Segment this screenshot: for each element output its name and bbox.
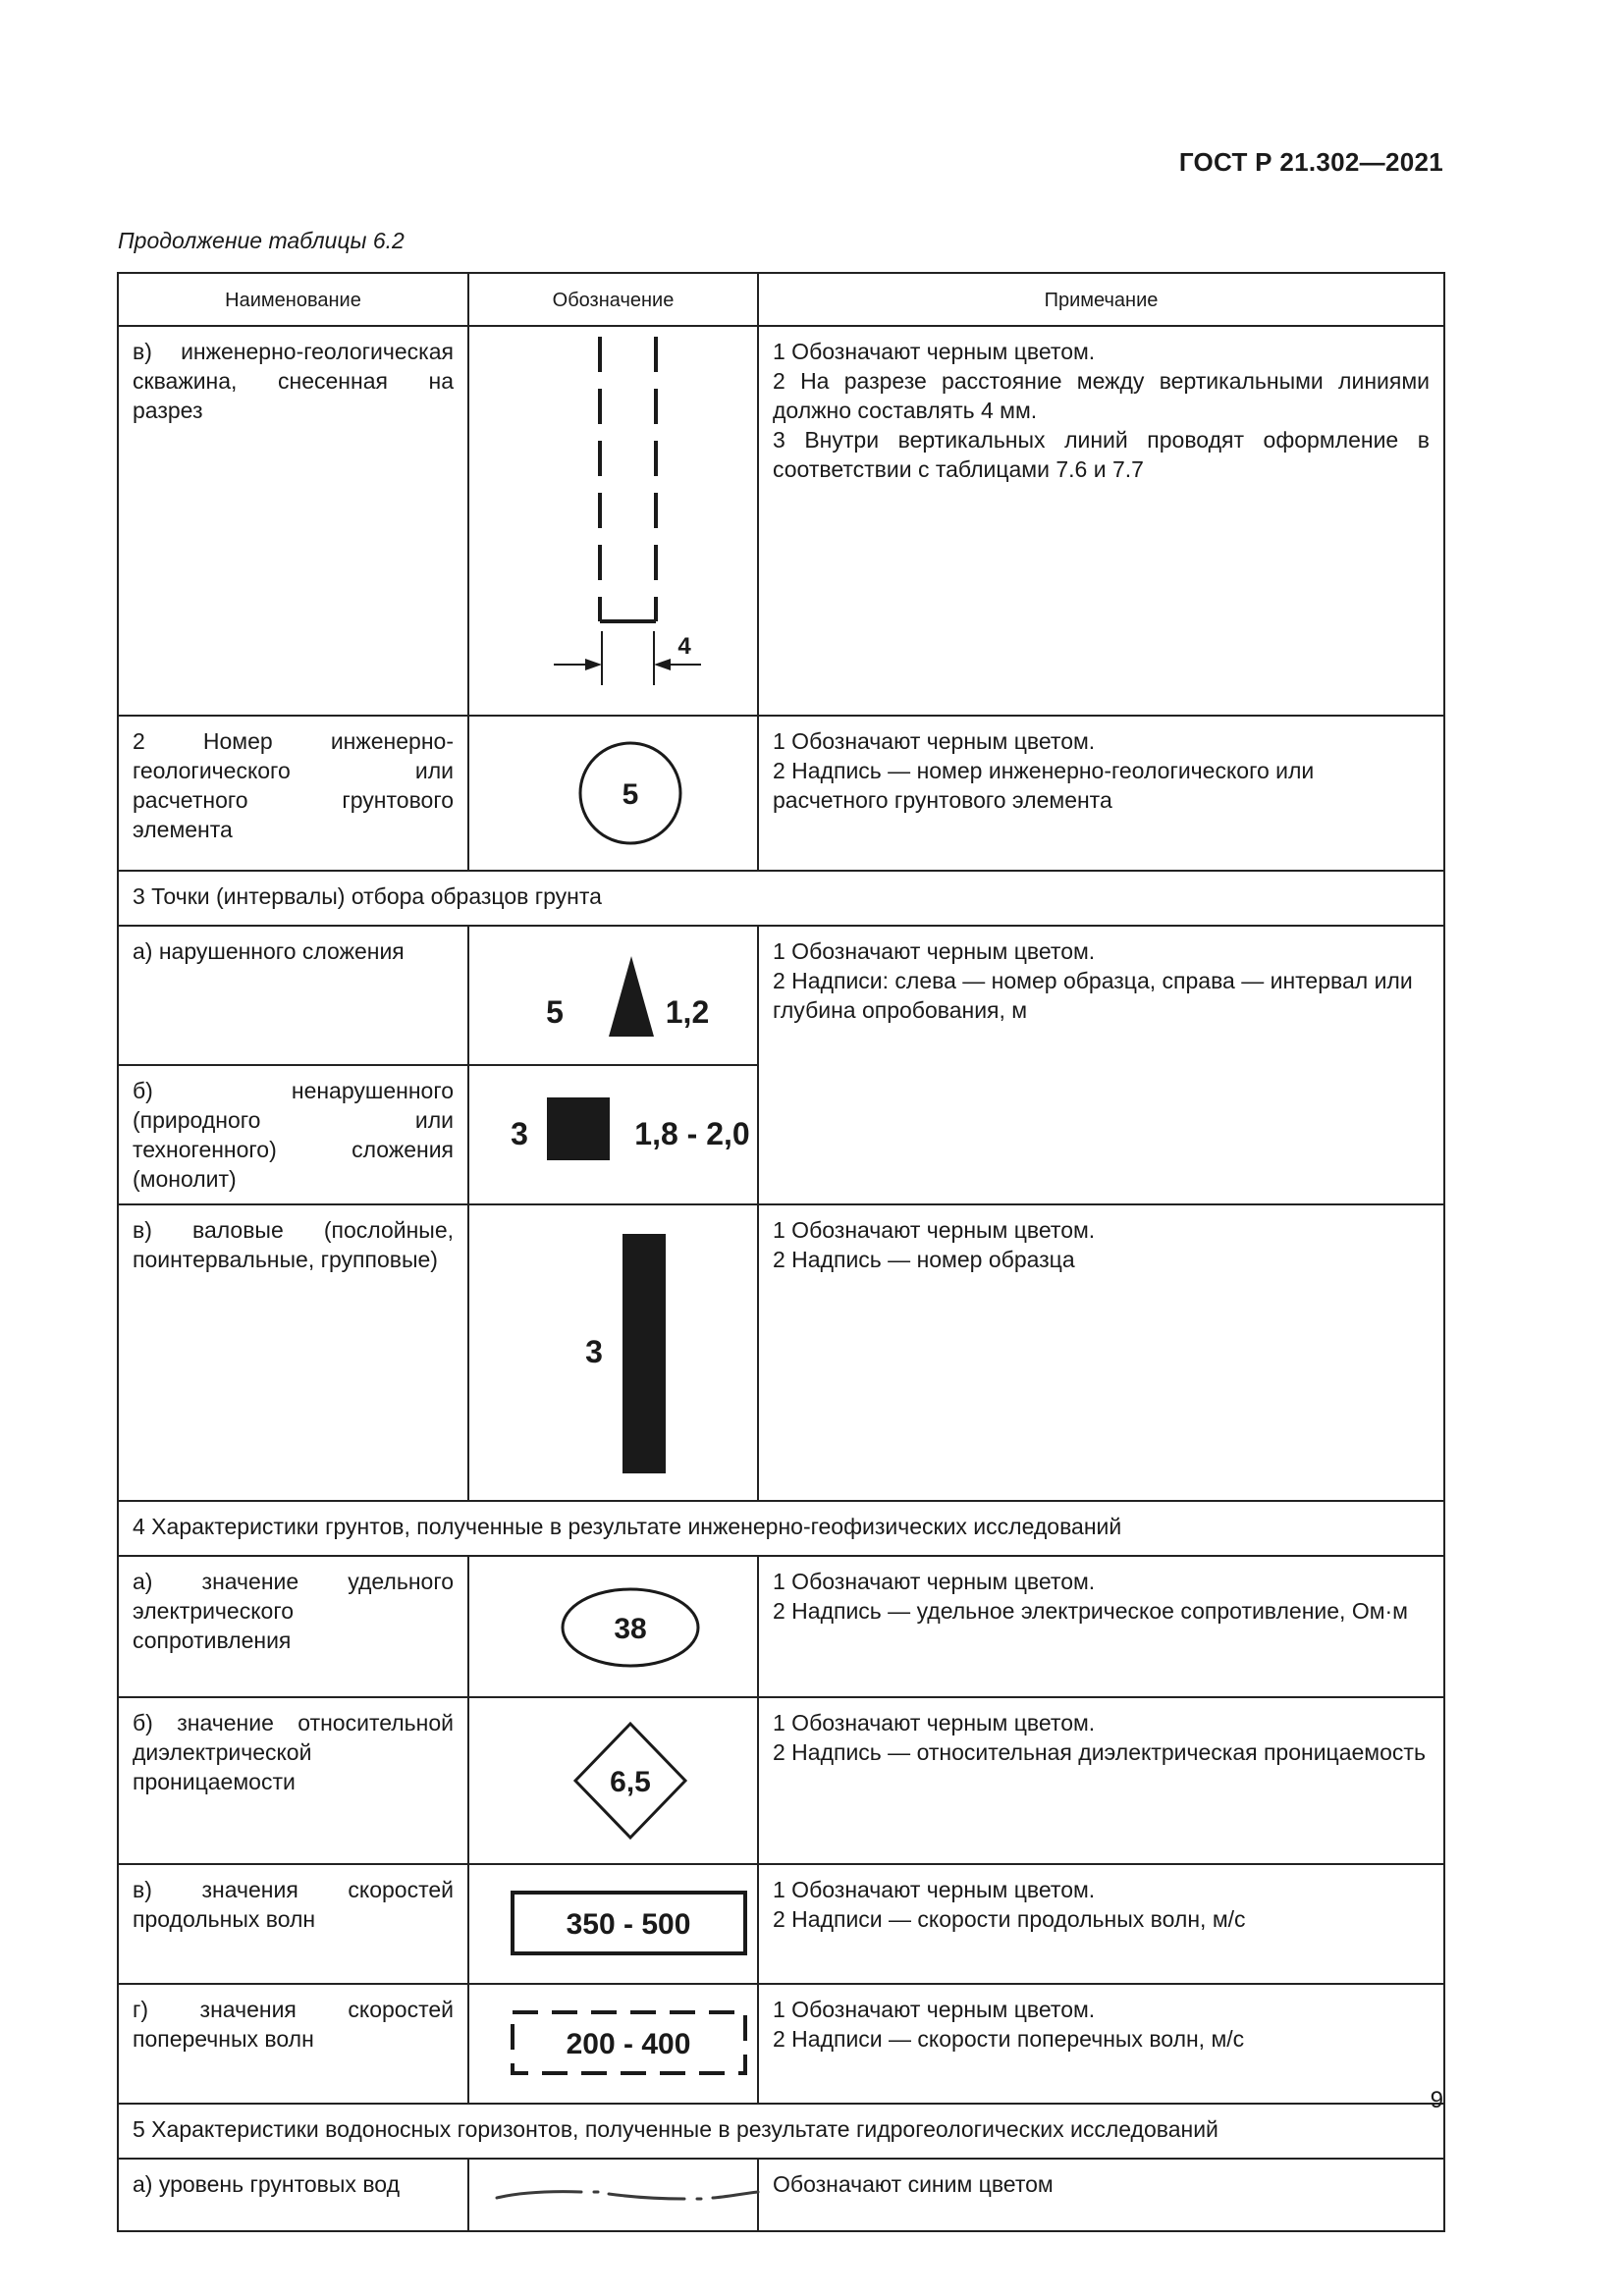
longitudinal-wave-rect-symbol (483, 1875, 773, 1973)
permittivity-value-label: 6,5 (610, 1766, 651, 1798)
row-symbol (468, 2159, 758, 2231)
row-name: в) инженерно-геологическая скважина, снесенная на разрез (118, 326, 468, 716)
section-title: 4 Характеристики грунтов, полученные в результате инженерно-геофизических исследований (118, 1501, 1444, 1556)
transverse-wave-dashed-rect-symbol (483, 1995, 773, 2093)
row-symbol (468, 1065, 758, 1204)
table-row (118, 716, 1444, 871)
symbols-table (117, 272, 1445, 2232)
row-symbol (468, 1984, 758, 2104)
row-symbol (468, 1556, 758, 1697)
row-symbol (468, 1204, 758, 1501)
element-number-label: 5 (622, 778, 639, 811)
groundwater-level-line-symbol (483, 2169, 773, 2220)
table-row (118, 1864, 1444, 1984)
column-header-name: Наименование (118, 273, 468, 326)
table-section-row (118, 2104, 1444, 2159)
transverse-wave-label: 200 - 400 (566, 2028, 691, 2060)
row-notes: 1 Обозначают черным цветом. 2 Надпись — номер образца (758, 1204, 1444, 1501)
table-section-row (118, 871, 1444, 926)
row-notes: 1 Обозначают черным цветом. 2 Надпись — номер инженерно-геологического или расчетного грунтового элемента (758, 716, 1444, 871)
table-row (118, 1556, 1444, 1697)
row-notes: 1 Обозначают черным цветом. 2 Надпись — удельное электрическое сопротивление, Ом·м (758, 1556, 1444, 1697)
borehole-symbol (483, 337, 773, 700)
row-symbol (468, 326, 758, 716)
sample-number-label: 3 (585, 1334, 603, 1369)
row-symbol (468, 1864, 758, 1984)
undisturbed-sample-square-symbol (483, 1076, 773, 1186)
longitudinal-wave-label: 350 - 500 (566, 1908, 691, 1941)
row-name: б) значение относительной диэлектрической проницаемости (118, 1697, 468, 1864)
row-name: в) значения скоростей продольных волн (118, 1864, 468, 1984)
table-row (118, 1984, 1444, 2104)
table-row (118, 1697, 1444, 1864)
row-notes: 1 Обозначают черным цветом. 2 Надписи — скорости поперечных волн, м/с (758, 1984, 1444, 2104)
column-header-symbol: Обозначение (468, 273, 758, 326)
table-row (118, 926, 1444, 1065)
resistivity-value-label: 38 (614, 1613, 647, 1645)
resistivity-ellipse-symbol (483, 1567, 773, 1686)
page-number: 9 (1430, 2087, 1443, 2113)
row-name: в) валовые (послойные, поинтервальные, групповые) (118, 1204, 468, 1501)
sample-number-label: 5 (546, 994, 564, 1030)
row-notes: 1 Обозначают черным цветом. 2 Надписи: слева — номер образца, справа — интервал или глубина опробования, м (758, 926, 1444, 1204)
row-notes: Обозначают синим цветом (758, 2159, 1444, 2231)
table-row (118, 2159, 1444, 2231)
row-notes: 1 Обозначают черным цветом. 2 Надписи — скорости продольных волн, м/с (758, 1864, 1444, 1984)
row-symbol (468, 1697, 758, 1864)
row-notes: 1 Обозначают черным цветом. 2 На разрезе расстояние между вертикальными линиями должно составлять 4 мм. 3 Внутри вертикальных линий проводят оформление в соответствии с таблицами 7.6 и 7.7 (758, 326, 1444, 716)
row-name: а) значение удельного электрического сопротивления (118, 1556, 468, 1697)
row-name: г) значения скоростей поперечных волн (118, 1984, 468, 2104)
document-code: ГОСТ Р 21.302—2021 (1178, 147, 1443, 177)
row-symbol (468, 926, 758, 1065)
section-title: 3 Точки (интервалы) отбора образцов грунта (118, 871, 1444, 926)
row-name: б) ненарушенного (природного или техногенного) сложения (монолит) (118, 1065, 468, 1204)
table-row (118, 326, 1444, 716)
disturbed-sample-triangle-symbol (483, 936, 773, 1054)
table-row (118, 1204, 1444, 1501)
row-notes: 1 Обозначают черным цветом. 2 Надпись — относительная диэлектрическая проницаемость (758, 1697, 1444, 1864)
sample-number-label: 3 (511, 1116, 528, 1151)
row-name: 2 Номер инженерно-геологического или расчетного грунтового элемента (118, 716, 468, 871)
sample-depth-label: 1,2 (665, 994, 710, 1030)
borehole-spacing-label: 4 (677, 633, 691, 660)
section-title: 5 Характеристики водоносных горизонтов, полученные в результате гидрогеологических исследований (118, 2104, 1444, 2159)
permittivity-diamond-symbol (483, 1708, 773, 1853)
row-name: а) нарушенного сложения (118, 926, 468, 1065)
element-number-circle-symbol (483, 726, 773, 860)
table-continuation-caption: Продолжение таблицы 6.2 (118, 228, 405, 253)
table-section-row (118, 1501, 1444, 1556)
sample-depth-label: 1,8 - 2,0 (634, 1116, 750, 1151)
row-symbol (468, 716, 758, 871)
row-name: а) уровень грунтовых вод (118, 2159, 468, 2231)
column-header-note: Примечание (758, 273, 1444, 326)
table-header-row (118, 273, 1444, 326)
bulk-sample-bar-symbol (483, 1215, 773, 1490)
